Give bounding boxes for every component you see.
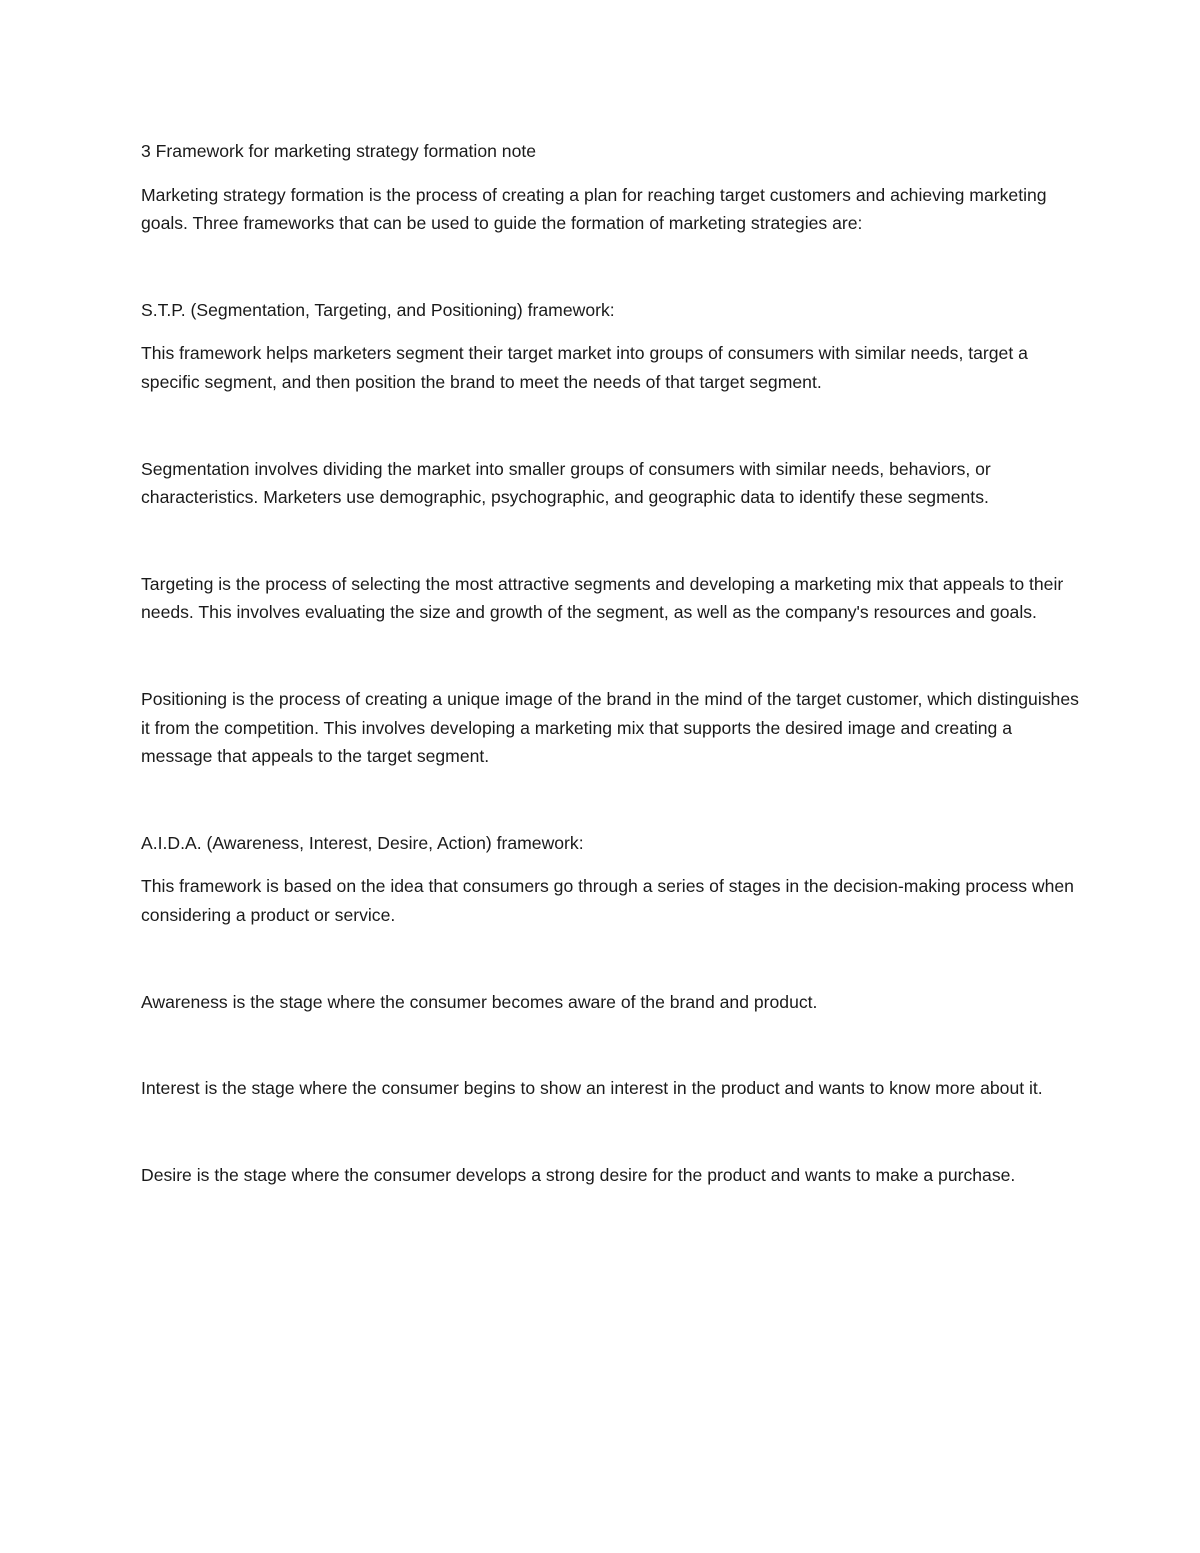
stp-heading: S.T.P. (Segmentation, Targeting, and Positioning) framework: [141, 299, 615, 320]
document-title: 3 Framework for marketing strategy formation note [141, 141, 537, 161]
awareness-paragraph: Awareness is the stage where the consumer becomes aware of the brand and product. [141, 991, 818, 1012]
positioning-paragraph: Positioning is the process of creating a unique image of the brand in the mind of the target customer, which distinguishes it from the competition. This involves developing a marketing mix that supports the desired image and creating a message that appeals to the target segment. [141, 688, 1079, 767]
interest-paragraph: Interest is the stage where the consumer begins to show an interest in the product and wants to know more about it. [141, 1078, 1043, 1099]
intro-paragraph: Marketing strategy formation is the process of creating a plan for reaching target customers and achieving marketing goals. Three frameworks that can be used to guide the formation of marketing strategies are: [141, 184, 1047, 234]
desire-paragraph: Desire is the stage where the consumer develops a strong desire for the product and wants to make a purchase. [141, 1164, 1016, 1185]
targeting-paragraph: Targeting is the process of selecting the most attractive segments and developing a marketing mix that appeals to their needs. This involves evaluating the size and growth of the segment, as well as the company's resources and goals. [141, 573, 1064, 623]
aida-description: This framework is based on the idea that consumers go through a series of stages in the decision-making process when considering a product or service. [141, 876, 1074, 925]
stp-description: This framework helps marketers segment their target market into groups of consumers with similar needs, target a specific segment, and then position the brand to meet the needs of that target segment. [141, 343, 1028, 392]
segmentation-paragraph: Segmentation involves dividing the market into smaller groups of consumers with similar needs, behaviors, or characteristics. Marketers use demographic, psychographic, and geographic data to identify these segments. [141, 458, 991, 508]
aida-heading: A.I.D.A. (Awareness, Interest, Desire, Action) framework: [141, 832, 584, 853]
